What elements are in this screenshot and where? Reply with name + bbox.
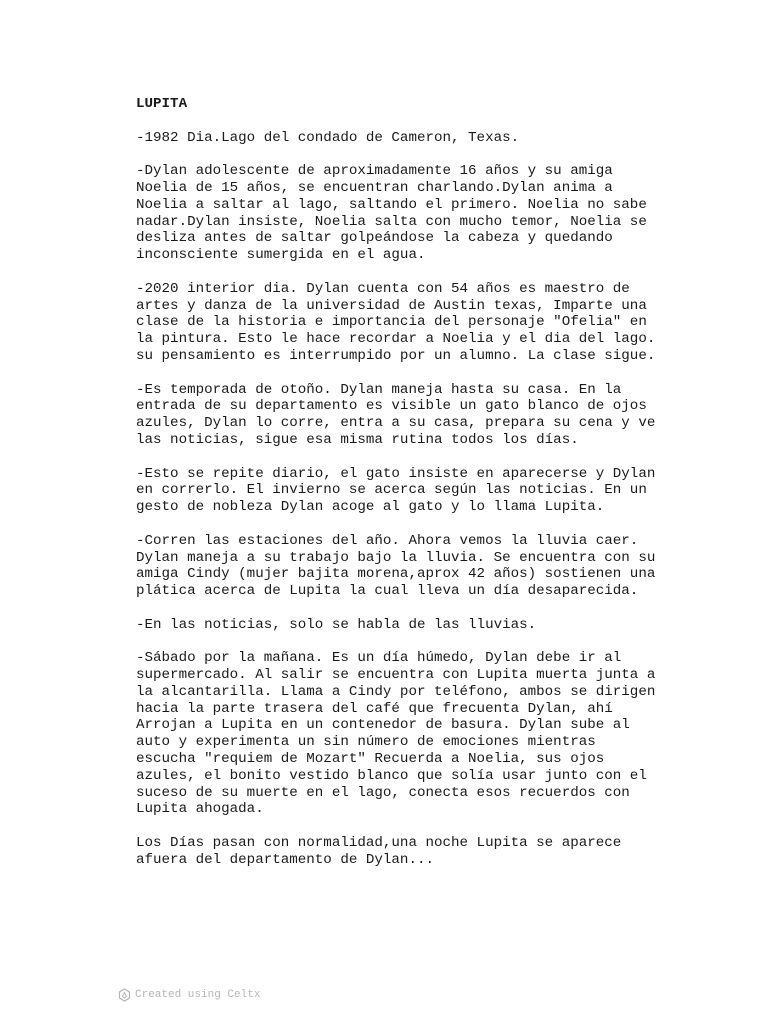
footer	[118, 988, 260, 1002]
script-page	[136, 96, 696, 885]
paragraph-6: -Corren las estaciones del año. Ahora vemos la lluvia caer. Dylan maneja a su trabajo bajo la lluvia. Se encuentra con su amiga Cindy (mujer bajita morena,aprox 42 años) sostienen una plática acerca de Lupita la cual lleva un día desaparecida.	[136, 532, 656, 600]
paragraph-1: -1982 Dia.Lago del condado de Cameron, Texas.	[136, 129, 520, 146]
paragraph-8: -Sábado por la mañana. Es un día húmedo, Dylan debe ir al supermercado. Al salir se encuentra con Lupita muerta junta a la alcantarilla. Llama a Cindy por teléfono, ambos se dirigen hacia la parte trasera del café que frecuenta Dylan, ahí Arrojan a Lupita en un contenedor de basura. Dylan sube al auto y experimenta un sin número de emociones mientras escucha "requiem de Mozart" Recuerda a Noelia, sus ojos azules, el bonito vestido blanco que solía usar junto con el suceso de su muerte en el lago, conecta esos recuerdos con Lupita ahogada.	[136, 650, 656, 818]
paragraph-3: -2020 interior dia. Dylan cuenta con 54 años es maestro de artes y danza de la universidad de Austin texas, Imparte una clase de la historia e importancia del personaje "Ofelia" en la pintura. Esto le hace recordar a Noelia y el dia del lago. su pensamiento es interrumpido por un alumno. La clase sigue.	[136, 280, 656, 364]
paragraph-7: -En las noticias, solo se habla de las lluvias.	[136, 616, 537, 633]
paragraph-9: Los Días pasan con normalidad,una noche Lupita se aparece afuera del departamento de Dylan...	[136, 835, 622, 868]
paragraph-4: -Es temporada de otoño. Dylan maneja hasta su casa. En la entrada de su departamento es visible un gato blanco de ojos azules, Dylan lo corre, entra a su casa, prepara su cena y ve las noticias, sigue esa misma rutina todos los días.	[136, 381, 656, 448]
celtx-logo-icon	[118, 988, 131, 1002]
paragraph-5: -Esto se repite diario, el gato insiste en aparecerse y Dylan en correrlo. El invierno se acerca según las noticias. En un gesto de nobleza Dylan acoge al gato y lo llama Lupita.	[136, 465, 656, 516]
document-title: LUPITA	[136, 96, 188, 112]
paragraph-2: -Dylan adolescente de aproximadamente 16 años y su amiga Noelia de 15 años, se encuentran charlando.Dylan anima a Noelia a saltar al lago, saltando el primero. Noelia no sabe nadar.Dylan insiste, Noelia salta con mucho temor, Noelia se desliza antes de saltar golpeándose la cabeza y quedando inconsciente sumergida en el agua.	[136, 163, 647, 264]
footer-text: Created using Celtx	[135, 989, 261, 1001]
